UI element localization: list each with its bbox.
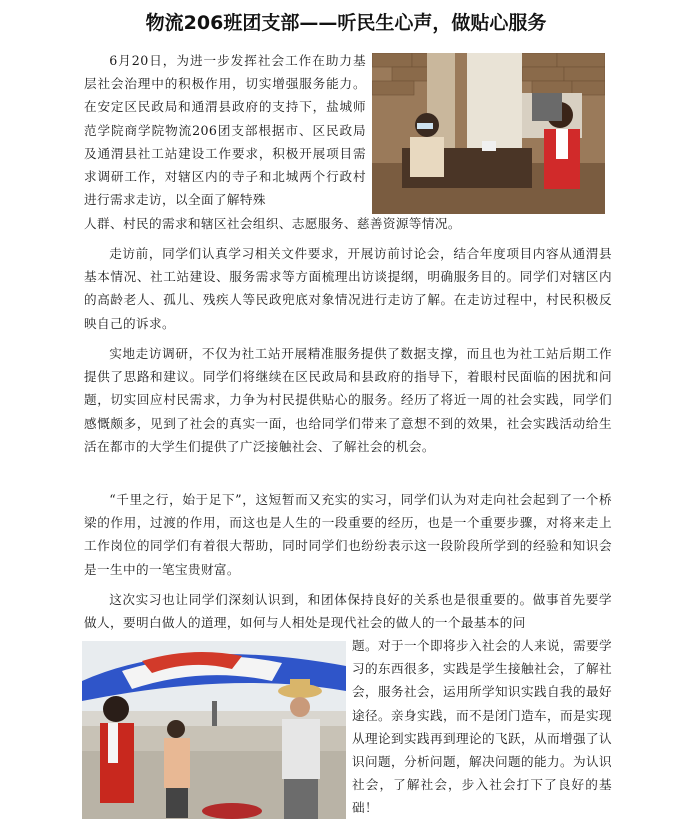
paragraph-1-tail: 人群、村民的需求和辖区社会组织、志愿服务、慈善资源等情况。 [84,216,461,231]
paragraph-2: 走访前，同学们认真学习相关文件要求，开展访前讨论会，结合年度项目内容从通渭县基本情况、社工站建设、服务需求等方面梳理出访谈提纲，明确服务目的。同学们对辖区内的高龄老人、孤儿、残疾人等民政兜底对象情况进行走访了解。在走访过程中，村民积极反映自己的诉求。 [84,246,612,331]
paragraph-3: 实地走访调研，不仅为社工站开展精准服务提供了数据支撑，而且也为社工站后期工作提供了思路和建议。同学们将继续在区民政局和县政府的指导下，着眼村民面临的困扰和问题，切实回应村民需求，力争为村民提供贴心的服务。经历了将近一周的社会实践，同学们感慨颇多，见到了社会的真实一面，也给同学们带来了意想不到的效果，社会实践活动给生活在都市的大学生们提供了广泛接触社会、了解社会的机会。 [84,346,612,454]
paragraph-4: “千里之行，始于足下”，这短暂而又充实的实习，同学们认为对走向社会起到了一个桥梁的作用，过渡的作用，而这也是人生的一段重要的经历，也是一个重要步骤，对将来走上工作岗位的同学们有着很大帮助，同时同学们也纷纷表示这一段阶段所学到的经验和知识会是一生中的一笔宝贵财富。 [84,492,612,577]
paragraph-5-tail: 题。对于一个即将步入社会的人来说，需要学习的东西很多，实践是学生接触社会，了解社会，服务社会，运用所学知识实践自我的最好途径。亲身实践，而不是闭门造车，而是实现从理论到实践再到理论的飞跃，从而增强了认识问题，分析问题，解决问题的能力。为认识社会，了解社会，步入社会打下了良好的基础！ [352,638,612,816]
photo-interview-indoor [372,53,605,214]
paragraph-5: 这次实习也让同学们深刻认识到，和团体保持良好的关系也是很重要的。做事首先要学做人，要明白做人的道理，如何与人相处是现代社会的做人的一个最基本的问 [84,592,612,631]
paragraph-1: 6月20日，为进一步发挥社会工作在助力基层社会治理中的积极作用，切实增强服务能力。在安定区民政局和通渭县政府的支持下，盐城师范学院商学院物流206团支部根据市、区民政局及通渭县社工站建设工作要求，积极开展项目需求调研工作，对辖区内的寺子和北城两个行政村进行需求走访，以全面了解特殊 [84,53,366,208]
page-title: 物流206班团支部——听民生心声，做贴心服务 [145,12,547,34]
photo-interview-outdoor [82,641,346,819]
